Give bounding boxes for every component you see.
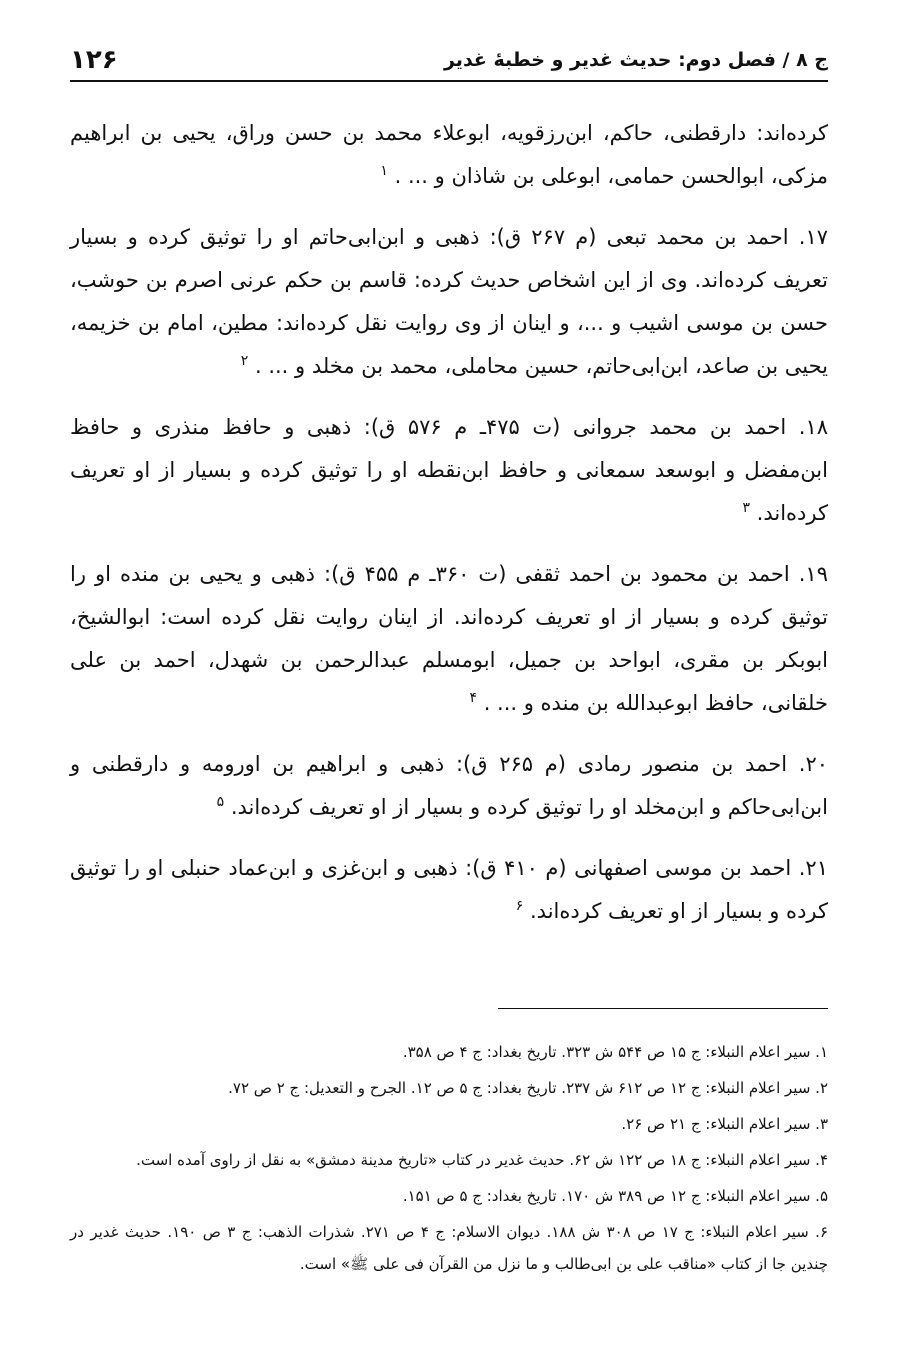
page-header xyxy=(70,30,828,82)
footnote: ۶. سیر اعلام النبلاء: ج ۱۷ ص ۳۰۸ ش ۱۸۸. دیوان الاسلام: ج ۴ ص ۲۷۱. شذرات الذهب: ج ۳ ص ۱۹۰. حدیث غدیر در چندین جا از کتاب «مناقب علی بن ابی‌طالب و ما نزل من القرآن فی علی ﷺ» است. xyxy=(70,1223,828,1273)
paragraph xyxy=(70,112,828,198)
paragraph xyxy=(70,553,828,725)
footnote-ref[interactable]: ۶ xyxy=(515,898,524,914)
footnote: ۴. سیر اعلام النبلاء: ج ۱۸ ص ۱۲۲ ش ۶۲. حدیث غدیر در کتاب «تاریخ مدینة دمشق» به نقل از راوی آمده است. xyxy=(136,1151,828,1169)
paragraph xyxy=(70,743,828,829)
footnote: ۱. سیر اعلام النبلاء: ج ۱۵ ص ۵۴۴ ش ۳۲۳. تاریخ بغداد: ج ۴ ص ۳۵۸. xyxy=(402,1043,828,1061)
footnote: ۲. سیر اعلام النبلاء: ج ۱۲ ص ۶۱۲ ش ۲۳۷. تاریخ بغداد: ج ۵ ص ۱۲. الجرح و التعدیل: ج ۲ ص ۷۲. xyxy=(228,1079,828,1097)
footnote-ref[interactable]: ۴ xyxy=(469,690,477,706)
footnotes xyxy=(70,1036,828,1284)
footnote-ref[interactable]: ۲ xyxy=(240,353,249,369)
paragraph xyxy=(70,406,828,535)
page-number: ۱۲۶ xyxy=(70,45,118,75)
paragraph-text: ۱۷. احمد بن محمد تبعی (م ۲۶۷ ق): ذهبی و ابن‌ابی‌حاتم او را توثیق کرده و بسیار تعریف کرده‌اند. وی از این اشخاص حدیث کرده: قاسم بن حکم عرنی اصرم بن حوشب، حسن بن موسی اشیب و ...، و اینان از وی روایت نقل کرده‌اند: مطین، امام بن خزیمه، یحیی بن صاعد، ابن‌ابی‌حاتم، حسین محاملی، محمد بن مخلد و ... . xyxy=(70,225,829,378)
footnote-ref[interactable]: ۳ xyxy=(742,500,750,516)
footnote: ۳. سیر اعلام النبلاء: ج ۲۱ ص ۲۶. xyxy=(621,1115,828,1133)
paragraph-text: ۱۸. احمد بن محمد جروانی (ت ۴۷۵ـ م ۵۷۶ ق): ذهبی و حافظ منذری و حافظ ابن‌مفضل و ابوسعد سمعانی و حافظ ابن‌نقطه او را توثیق کرده و بسیار از او تعریف کرده‌اند. xyxy=(70,415,829,525)
footnote-ref[interactable]: ۵ xyxy=(216,794,225,810)
body-text xyxy=(70,112,828,951)
paragraph-text: ۲۱. احمد بن موسی اصفهانی (م ۴۱۰ ق): ذهبی و ابن‌غزی و ابن‌عماد حنبلی او را توثیق کرده و بسیار از او تعریف کرده‌اند. xyxy=(70,856,828,923)
paragraph xyxy=(70,847,828,933)
running-title: ج ۸ / فصل دوم: حدیث غدیر و خطبۀ غدیر xyxy=(443,49,828,71)
footnote-ref[interactable]: ۱ xyxy=(380,163,388,179)
paragraph xyxy=(70,216,828,388)
paragraph-text: ۱۹. احمد بن محمود بن احمد ثقفی (ت ۳۶۰ـ م ۴۵۵ ق): ذهبی و یحیی بن منده او را توثیق کرده و بسیار از او تعریف کرده‌اند. از اینان روایت نقل کرده است: ابوالشیخ، ابوبکر بن مقری، ابواحد بن جمیل، ابومسلم عبدالرحمن بن شهدل، احمد بن علی خلقانی، حافظ ابوعبدالله بن منده و ... . xyxy=(70,562,828,715)
paragraph-text: کرده‌اند: دارقطنی، حاکم، ابن‌رزقویه، ابوعلاء محمد بن حسن وراق، یحیی بن ابراهیم مزکی، ابوالحسن حمامی، ابوعلی بن شاذان و ... . xyxy=(70,121,828,188)
paragraph-text: ۲۰. احمد بن منصور رمادی (م ۲۶۵ ق): ذهبی و ابراهیم بن اورومه و دارقطنی و ابن‌ابی‌حاکم و ابن‌مخلد او را توثیق کرده و بسیار از او تعریف کرده‌اند. xyxy=(70,752,828,819)
footnote-divider xyxy=(498,1008,828,1009)
footnote: ۵. سیر اعلام النبلاء: ج ۱۲ ص ۳۸۹ ش ۱۷۰. تاریخ بغداد: ج ۵ ص ۱۵۱. xyxy=(402,1187,828,1205)
